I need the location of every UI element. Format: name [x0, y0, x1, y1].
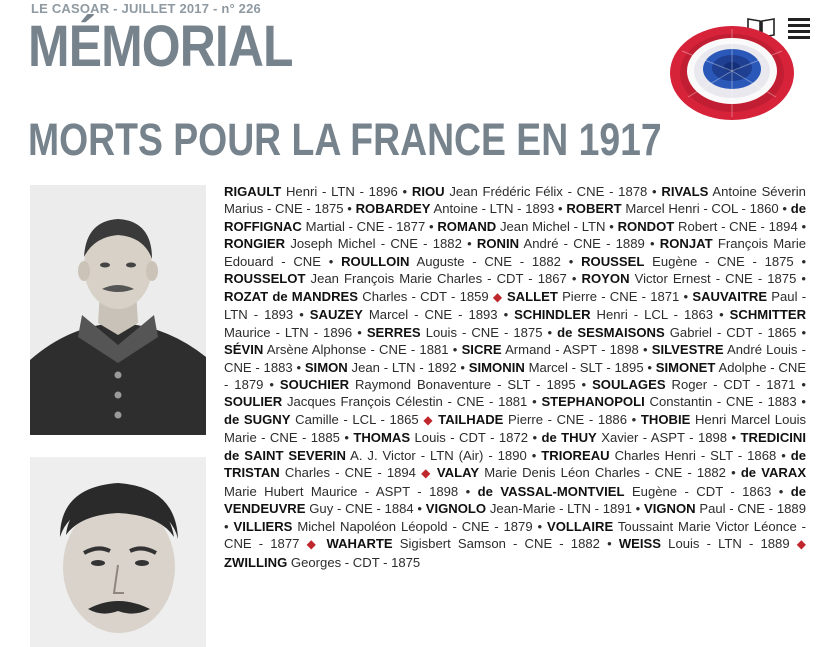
memorial-entry — [438, 412, 636, 427]
memorial-entry — [224, 289, 503, 304]
entry-name: SIMON — [304, 359, 348, 375]
entry-details: Sigisbert Samson - CNE - 1882 — [399, 536, 600, 552]
entry-name: RIOU — [411, 184, 445, 199]
bullet-separator: • — [344, 430, 349, 446]
bullet-separator: • — [328, 253, 334, 269]
memorial-entry — [224, 394, 537, 409]
bullet-separator: • — [609, 218, 614, 234]
bullet-separator: • — [647, 359, 652, 375]
memorial-entry — [224, 412, 434, 427]
entry-name: SCHMITTER — [729, 307, 807, 323]
bullet-separator: • — [631, 411, 637, 427]
entry-details: Pierre - CNE - 1886 — [508, 411, 627, 427]
entry-details: Marcel - SLT - 1895 — [528, 359, 644, 375]
entry-details: Constantin - CNE - 1883 — [649, 394, 797, 410]
entry-details: Marie Hubert Maurice - ASPT - 1898 — [224, 483, 459, 499]
entry-name: VIGNOLO — [425, 501, 487, 517]
memorial-entry — [437, 219, 614, 234]
entry-name: de VARAX — [740, 465, 807, 481]
entry-name: ROYON — [581, 271, 630, 287]
entry-details: Raymond Bonaventure - SLT - 1895 — [354, 376, 576, 392]
memorial-name-list — [224, 183, 806, 571]
bullet-separator: • — [649, 236, 655, 252]
entry-name: VALAY — [436, 465, 480, 481]
bullet-separator: • — [571, 271, 577, 287]
entry-name: ROMAND — [437, 218, 497, 234]
memorial-entry — [426, 501, 641, 516]
bullet-separator: • — [532, 430, 538, 446]
entry-name: SERRES — [366, 324, 421, 340]
entry-details: Henri - LCL - 1863 — [596, 307, 714, 323]
bullet-separator: • — [581, 376, 587, 392]
memorial-entry — [541, 448, 786, 463]
memorial-entry — [341, 254, 573, 269]
entry-details: Gabriel - CDT - 1865 — [669, 324, 797, 340]
memorial-entry — [619, 536, 806, 551]
bullet-separator: • — [652, 184, 657, 199]
memorial-entry — [233, 519, 542, 534]
entry-details: Paul - CNE - 1889 — [699, 501, 806, 517]
memorial-entry — [507, 289, 688, 304]
bullet-separator: • — [465, 483, 471, 499]
entry-details: André Louis - CNE - 1883 — [224, 342, 807, 375]
diamond-separator-icon: ◆ — [421, 466, 432, 481]
entry-name: SICRE — [461, 342, 502, 358]
entry-name: SILVESTRE — [651, 342, 724, 358]
entry-name: ROBARDEY — [355, 201, 431, 217]
entry-details: Adolphe - CNE - 1879 — [224, 359, 807, 392]
cockade-icon — [666, 21, 798, 123]
entry-details: Roger - CDT - 1871 — [671, 376, 796, 392]
entry-details: Louis - CNE - 1875 — [425, 324, 543, 340]
entry-details: Charles - CNE - 1894 — [284, 465, 416, 481]
memorial-entry — [592, 377, 806, 392]
bullet-separator: • — [635, 501, 641, 517]
bullet-separator: • — [296, 359, 302, 375]
entry-details: Henri - LTN - 1896 — [285, 184, 398, 199]
memorial-entry — [557, 325, 806, 340]
entry-name: THOMAS — [353, 430, 411, 446]
entry-details: Marie Denis Léon Charles - CNE - 1882 — [484, 465, 726, 481]
bullet-separator: • — [428, 218, 434, 234]
entry-name: SÉVIN — [224, 342, 264, 358]
page-subtitle: MORTS POUR LA FRANCE EN 1917 — [28, 114, 662, 165]
bullet-separator: • — [731, 465, 736, 481]
memorial-entry — [356, 201, 563, 216]
portrait-photo-officer-uniform — [30, 185, 206, 435]
entry-details: Henri Marcel Louis Marie - CNE - 1885 — [224, 411, 807, 446]
memorial-entry — [224, 555, 420, 570]
entry-name: SIMONET — [655, 359, 716, 375]
entry-name: de SESMAISONS — [557, 324, 665, 340]
entry-name: ROBERT — [566, 201, 622, 217]
entry-name: RONIN — [476, 236, 520, 252]
bullet-separator: • — [417, 501, 422, 517]
bullet-separator: • — [782, 201, 788, 217]
entry-name: ZWILLING — [224, 554, 288, 570]
memorial-entry — [224, 184, 407, 199]
entry-details: Jacques François Célestin - CNE - 1881 — [286, 394, 528, 410]
bullet-separator: • — [532, 394, 537, 410]
running-head: LE CASOAR - JUILLET 2017 - n° 226 — [31, 1, 261, 16]
diamond-separator-icon: ◆ — [492, 289, 503, 304]
bullet-separator: • — [224, 518, 229, 534]
memorial-entry — [581, 254, 806, 269]
bullet-separator: • — [781, 447, 786, 463]
entry-details: Antoine - LTN - 1893 — [433, 201, 555, 217]
memorial-entry — [478, 484, 784, 499]
bullet-separator: • — [467, 236, 472, 252]
bullet-separator: • — [357, 324, 362, 340]
memorial-entry — [224, 342, 457, 357]
bullet-separator: • — [452, 342, 458, 358]
entry-name: TAILHADE — [438, 411, 504, 427]
bullet-separator: • — [778, 483, 784, 499]
entry-name: RONJAT — [659, 236, 713, 252]
entry-details: Martial - CNE - 1877 — [305, 218, 426, 234]
memorial-entry — [224, 236, 472, 251]
entry-name: de TRISTAN — [224, 447, 807, 481]
entry-details: Guy - CNE - 1884 — [309, 501, 414, 517]
bullet-separator: • — [558, 201, 563, 217]
entry-details: Toussaint Marie Victor Léonce - CNE - 1877 — [224, 518, 807, 552]
entry-details: Eugène - CNE - 1875 — [652, 253, 794, 269]
entry-details: A. J. Victor - LTN (Air) - 1890 — [350, 447, 527, 463]
memorial-entry — [367, 325, 552, 340]
memorial-entry — [566, 201, 787, 216]
entry-details: Jean Michel - LTN — [499, 218, 606, 234]
entry-details: Louis - LTN - 1889 — [668, 536, 790, 552]
entry-name: SALLET — [506, 288, 558, 304]
bullet-separator: • — [531, 447, 537, 463]
entry-name: RIVALS — [661, 184, 709, 199]
entry-name: SOULAGES — [592, 376, 666, 392]
memorial-entry — [353, 430, 537, 445]
entry-name: ROUSSEL — [581, 253, 645, 269]
entry-name: SIMONIN — [468, 359, 525, 375]
bullet-separator: • — [719, 307, 724, 323]
memorial-entry — [310, 307, 508, 322]
bullet-separator: • — [402, 184, 408, 199]
entry-details: Paul - LTN - 1893 — [224, 288, 807, 323]
entry-details: Camille - LCL - 1865 — [295, 411, 419, 427]
memorial-entry — [326, 536, 611, 551]
entry-name: RONGIER — [224, 236, 286, 252]
bullet-separator: • — [607, 536, 612, 552]
entry-name: de SUGNY — [224, 411, 291, 427]
entry-name: WEISS — [618, 536, 662, 552]
entry-name: de VENDEUVRE — [224, 483, 806, 517]
entry-details: Michel Napoléon Léopold - CNE - 1879 — [297, 518, 533, 534]
diamond-separator-icon: ◆ — [306, 537, 320, 552]
memorial-entry — [462, 342, 648, 357]
entry-name: VIGNON — [643, 501, 696, 517]
entry-details: Jean Frédéric Félix - CNE - 1878 — [449, 184, 648, 199]
entry-name: SAUVAITRE — [692, 288, 768, 304]
entry-details: Xavier - ASPT - 1898 — [601, 430, 728, 446]
entry-details: Pierre - CNE - 1871 — [562, 288, 680, 304]
entry-name: de THUY — [541, 430, 597, 446]
memorial-entry — [541, 430, 736, 445]
entry-name: VOLLAIRE — [547, 518, 614, 534]
entry-details: Jean-Marie - LTN - 1891 — [489, 501, 632, 517]
entry-details: Joseph Michel - CNE - 1882 — [290, 236, 462, 252]
entry-name: ROULLOIN — [341, 253, 410, 269]
memorial-entry — [541, 394, 806, 409]
bullet-separator: • — [503, 307, 509, 323]
portrait-photo-mustached-man — [30, 457, 206, 647]
bullet-separator: • — [683, 288, 689, 304]
memorial-entry — [469, 360, 652, 375]
memorial-entry — [582, 271, 807, 286]
bullet-separator: • — [547, 324, 553, 340]
entry-name: VILLIERS — [233, 518, 293, 534]
memorial-entry — [224, 271, 576, 286]
entry-details: Louis - CDT - 1872 — [414, 430, 529, 446]
entry-details: Charles - CDT - 1859 — [362, 288, 489, 304]
bullet-separator: • — [568, 253, 574, 269]
bullet-separator: • — [347, 201, 352, 217]
entry-details: François Marie Edouard - CNE — [224, 236, 807, 269]
entry-details: Arsène Alphonse - CNE - 1881 — [266, 342, 449, 358]
diamond-separator-icon: ◆ — [423, 412, 434, 427]
entry-details: Georges - CDT - 1875 — [290, 554, 421, 570]
bullet-separator: • — [801, 394, 807, 410]
entry-name: SCHINDLER — [514, 307, 591, 323]
memorial-entry — [477, 236, 655, 251]
bullet-separator: • — [269, 376, 274, 392]
entry-name: RONDOT — [617, 218, 675, 234]
entry-name: de ROFFIGNAC — [224, 201, 806, 234]
bullet-separator: • — [642, 342, 648, 358]
memorial-entry — [412, 184, 657, 199]
entry-name: TREDICINI de SAINT SEVERIN — [224, 430, 806, 463]
entry-name: ROUSSELOT — [224, 271, 306, 287]
entry-details: André - CNE - 1889 — [523, 236, 645, 252]
entry-name: THOBIE — [640, 411, 691, 427]
bullet-separator: • — [537, 518, 543, 534]
entry-details: Eugène - CDT - 1863 — [631, 483, 772, 499]
memorial-entry — [280, 377, 586, 392]
entry-details: Auguste - CNE - 1882 — [416, 253, 561, 269]
entry-details: Victor Ernest - CNE - 1875 — [634, 271, 797, 287]
bullet-separator: • — [460, 359, 465, 375]
memorial-entry — [305, 360, 465, 375]
entry-name: SOUCHIER — [279, 376, 350, 392]
bullet-separator: • — [801, 271, 807, 287]
entry-details: Armand - ASPT - 1898 — [505, 342, 639, 358]
entry-details: Jean - LTN - 1892 — [351, 359, 457, 375]
bullet-separator: • — [299, 307, 304, 323]
entry-name: SOULIER — [224, 394, 283, 410]
entry-name: ROZAT de MANDRES — [224, 288, 359, 304]
entry-details: Robert - CNE - 1894 — [678, 218, 798, 234]
bullet-separator: • — [801, 253, 807, 269]
bullet-separator: • — [801, 218, 807, 234]
entry-name: WAHARTE — [326, 536, 393, 552]
bullet-separator: • — [801, 376, 806, 392]
entry-details: Charles Henri - SLT - 1868 — [614, 447, 777, 463]
diamond-separator-icon: ◆ — [796, 537, 806, 552]
memorial-entry — [437, 465, 736, 480]
entry-name: SAUZEY — [309, 307, 363, 323]
entry-details: Maurice - LTN - 1896 — [224, 324, 353, 340]
page-title: MÉMORIAL — [28, 14, 293, 79]
entry-details: Antoine Séverin Marius - CNE - 1875 — [224, 184, 806, 217]
entry-name: STEPHANOPOLI — [541, 394, 645, 410]
memorial-entry — [514, 307, 724, 322]
bullet-separator: • — [801, 324, 807, 340]
bullet-separator: • — [731, 430, 737, 446]
entry-details: Marcel Henri - COL - 1860 — [625, 201, 779, 217]
entry-details: Jean François Marie Charles - CDT - 1867 — [310, 271, 567, 287]
memorial-entry — [618, 219, 807, 234]
entry-details: Marcel - CNE - 1893 — [368, 307, 498, 323]
entry-name: de VASSAL-MONTVIEL — [477, 483, 625, 499]
entry-name: RIGAULT — [224, 184, 282, 199]
entry-name: TRIOREAU — [541, 447, 610, 463]
